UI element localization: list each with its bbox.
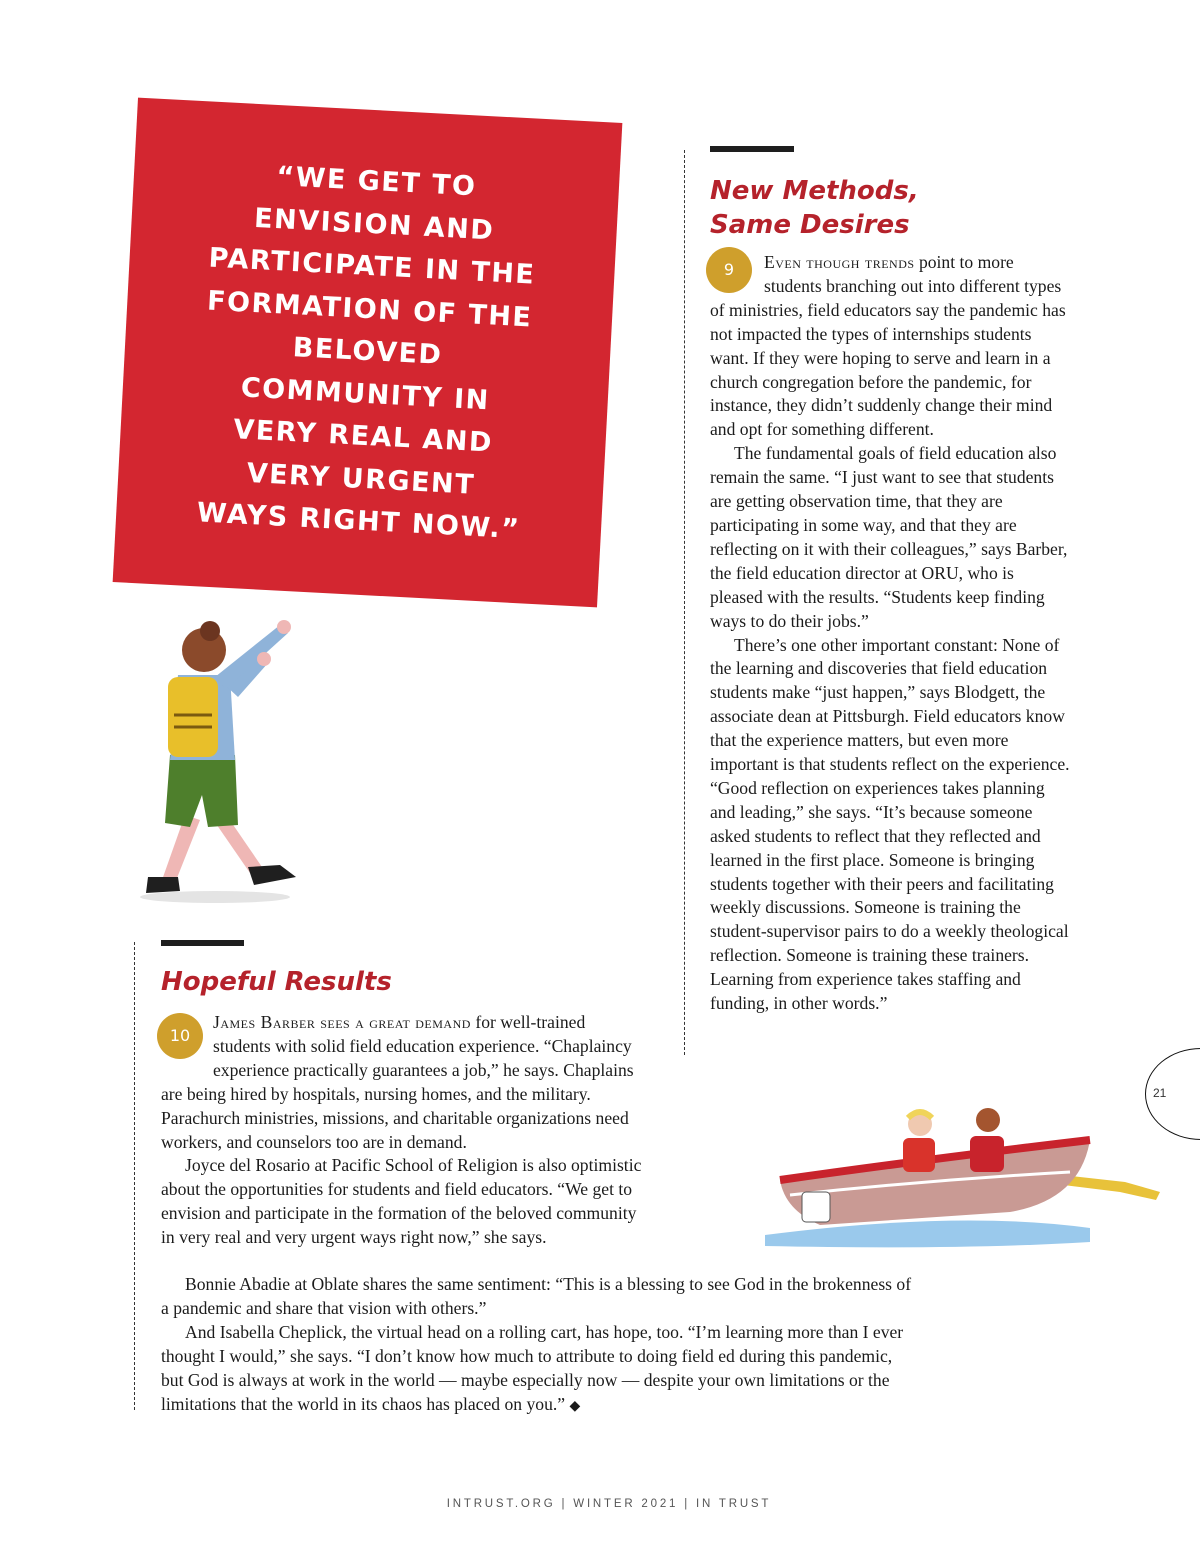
section-heading: New Methods, Same Desires <box>710 176 919 240</box>
section-hopeful-results <box>161 1011 646 1250</box>
end-mark: ◆ <box>569 1398 581 1414</box>
paragraph: Even though trends point to more students branching out into different types of ministries, field educators say the pandemic has not impacted the types of internships students want. If they were hoping to serve and learn in a church congregation before the pandemic, for instance, they didn’t suddenly change their mind and opt for something different. <box>710 252 1066 440</box>
paragraph: James Barber sees a great demand for well-trained students with solid field education experience. “Chaplaincy experience practically guarantees a job,” he says. Chaplains are being hired by hospitals, nursing homes, and the military. Parachurch ministries, missions, and charitable organizations need workers, and counselors too are in demand. <box>161 1012 634 1152</box>
column-divider-right <box>684 150 685 1055</box>
page-number: 21 <box>1153 1086 1167 1100</box>
section-rule <box>161 940 244 946</box>
section-body <box>710 251 1070 1016</box>
paragraph: There’s one other important constant: None of the learning and discoveries that field education students make “just happen,” says Blodgett, the associate dean at Pittsburgh. Field educators know that the experience matters, but even more important is that students reflect on the experience. “Good reflection on experiences takes planning and leading,” she says. “It’s because someone asked students to reflect that they reflected and learned in the first place. Someone is bringing students together with their peers and facilitating weekly discussions. Someone is training the student-supervisor pairs to do a weekly theological reflection. Someone is training these trainers. Learning from experience takes staffing and funding, in other words.” <box>710 634 1070 1014</box>
student-illustration <box>130 615 320 910</box>
section-hopeful-results-continued <box>161 1273 916 1418</box>
section-heading: Hopeful Results <box>161 967 392 997</box>
section-rule <box>710 146 794 152</box>
pull-quote-text: “WE GET TO ENVISION AND PARTICIPATE IN THE FORMATION OF THE BELOVED COMMUNITY IN VERY REAL AND VERY URGENT WAYS RIGHT NOW.” <box>196 161 537 546</box>
column-divider-left <box>134 942 135 1410</box>
number-badge: 10 <box>157 1013 203 1059</box>
paragraph: Bonnie Abadie at Oblate shares the same sentiment: “This is a blessing to see God in the brokenness of a pandemic and share that vision with others.” <box>161 1274 912 1318</box>
paragraph: The fundamental goals of field education also remain the same. “I just want to see that students are getting observation time, that they are participating in some way, and that they are reflecting on it with their colleagues,” says Barber, the field education director at ORU, who is pleased with the results. “Students keep finding ways to do their jobs.” <box>710 443 1068 631</box>
section-new-methods <box>710 174 1070 1016</box>
pull-quote-card <box>113 98 623 608</box>
paragraph: Joyce del Rosario at Pacific School of Religion is also optimistic about the opportunities for students and field educators. “We get to envision and participate in the formation of the beloved community in very real and very urgent ways right now,” she says. <box>161 1155 642 1248</box>
number-badge: 9 <box>706 247 752 293</box>
page-footer: INTRUST.ORG | WINTER 2021 | IN TRUST <box>446 1498 772 1510</box>
paragraph: And Isabella Cheplick, the virtual head on a rolling cart, has hope, too. “I’m learning more than I ever thought I would,” she says. “I don’t know how much to attribute to doing field ed during this pandemic, but God is always at work in the world — maybe especially now — despite your own limitations or the limitations that the world in its chaos has placed on you.” ◆ <box>161 1321 904 1414</box>
rowboat-illustration <box>760 1100 1170 1250</box>
